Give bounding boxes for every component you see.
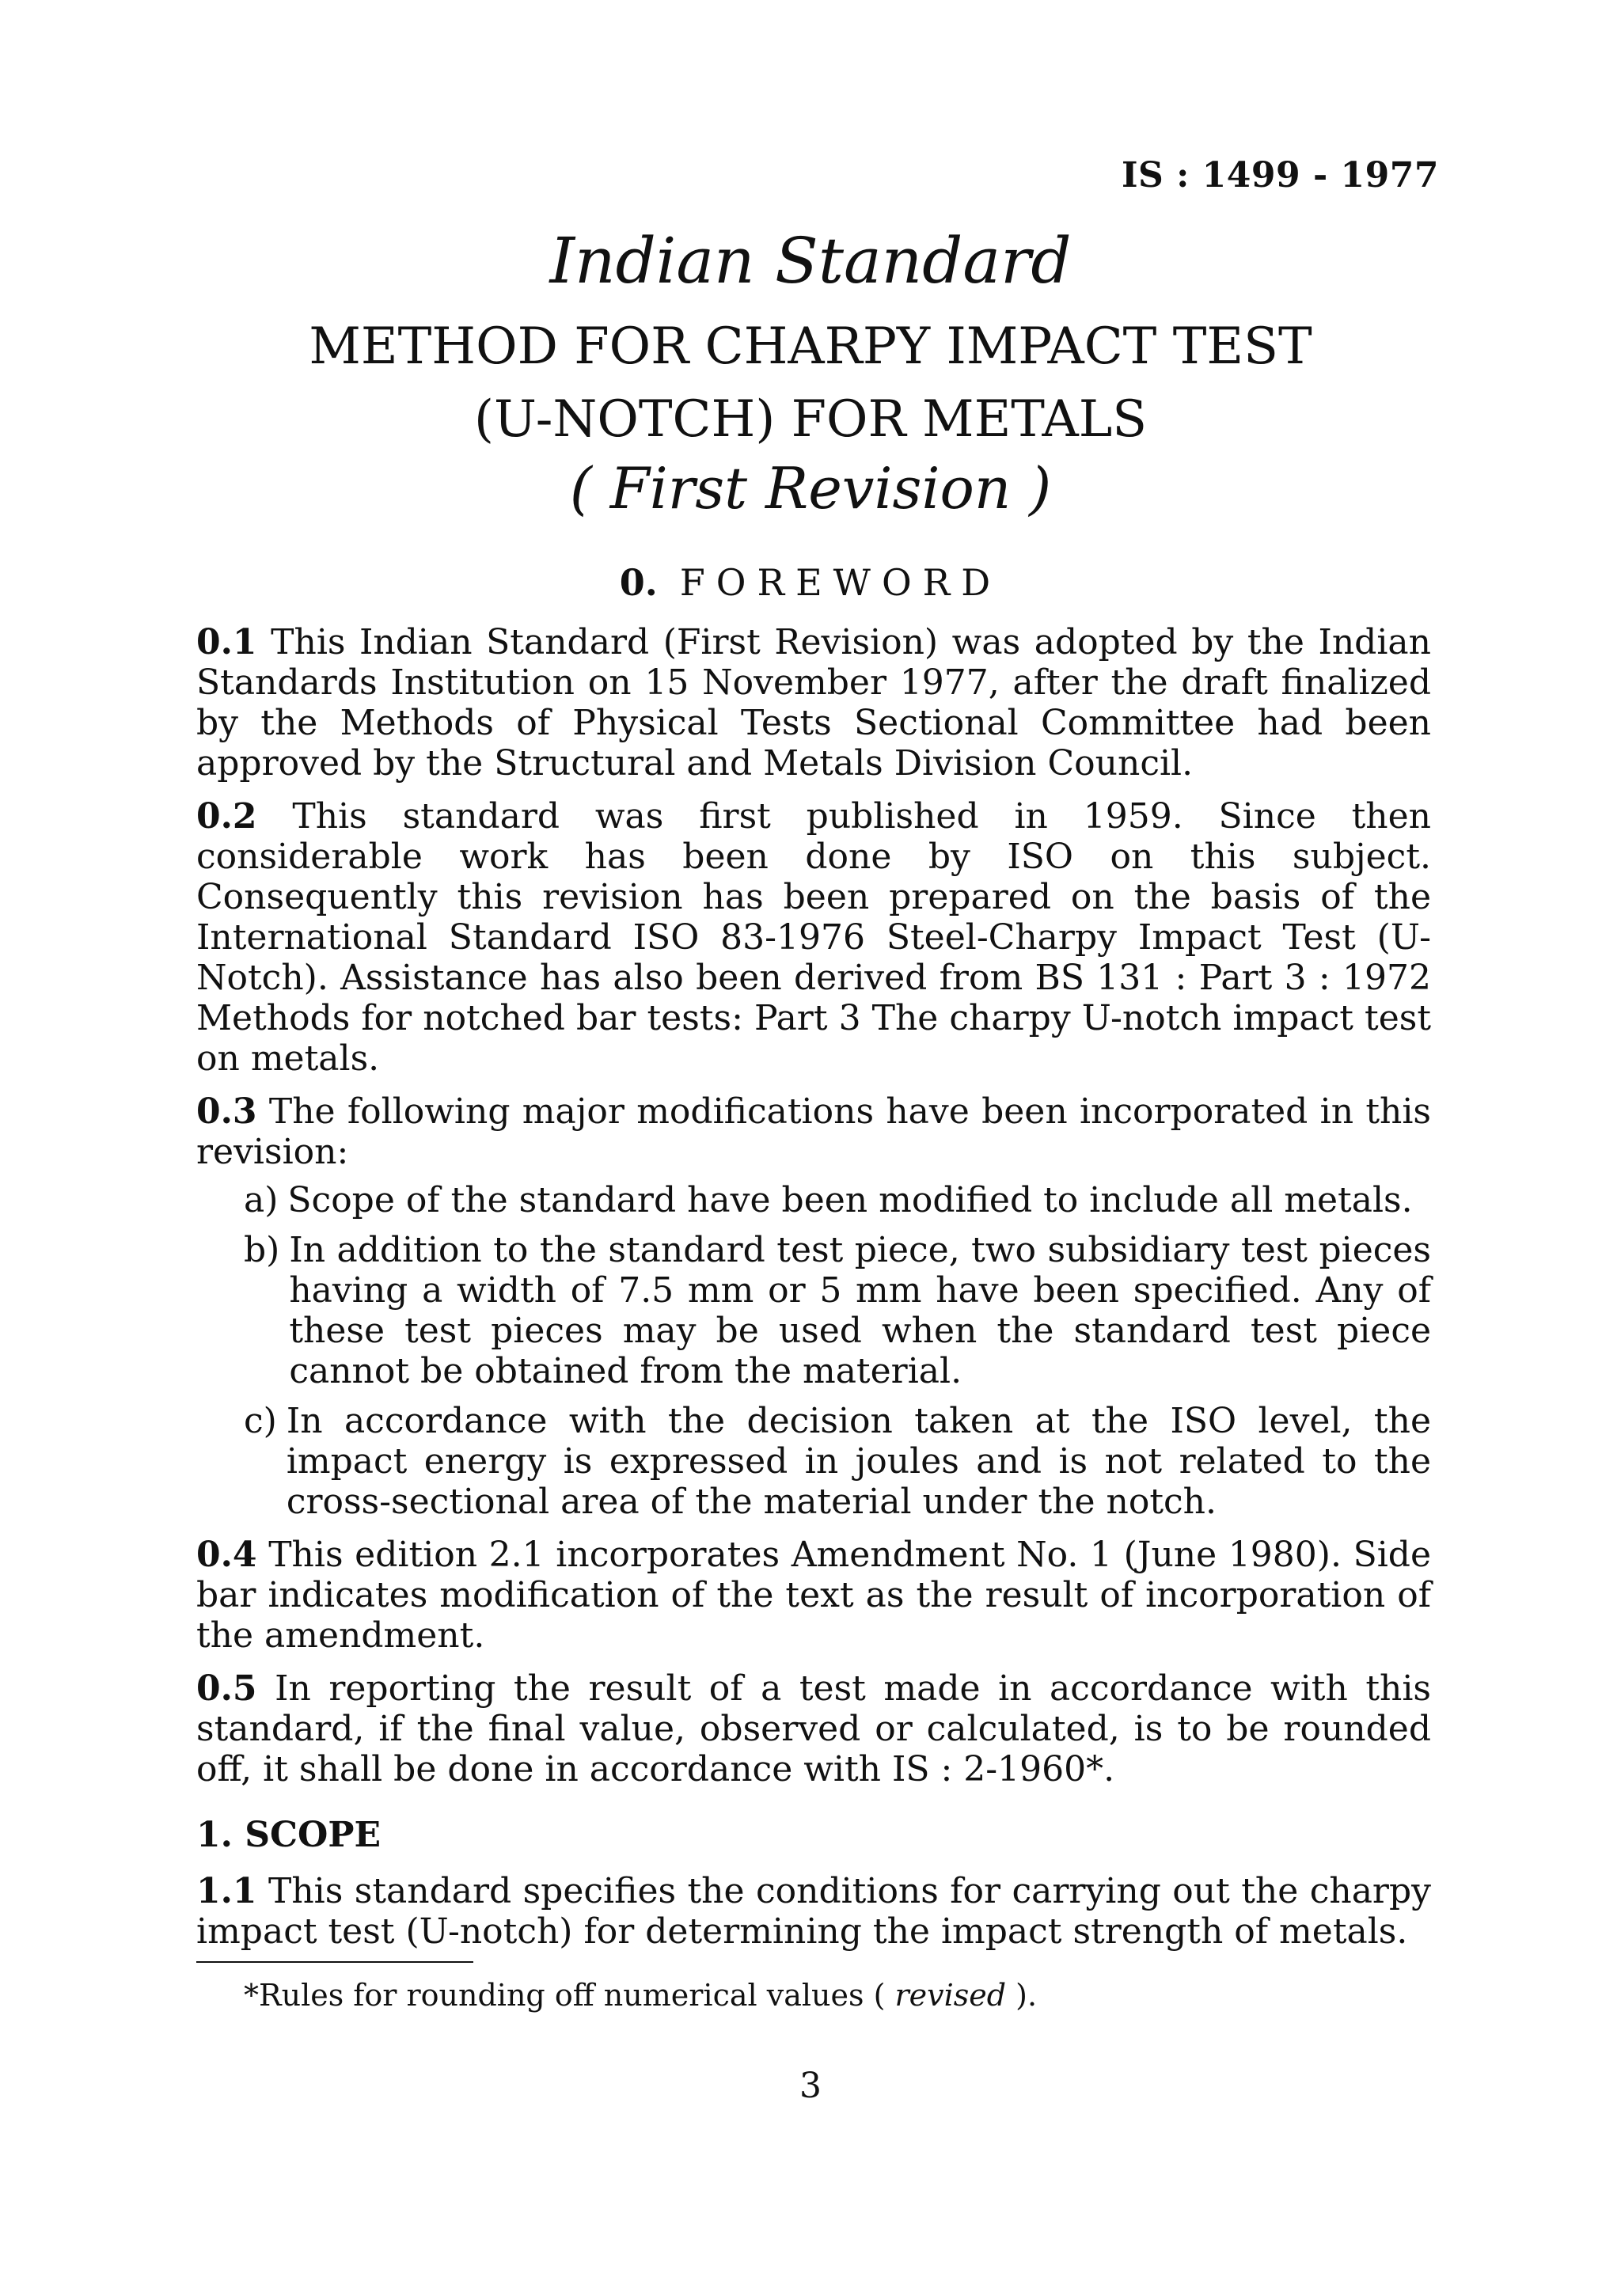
clause-text: This standard specifies the conditions for carrying out the charpy impact test (U-notch) for determining the impact strength of metals.	[196, 1871, 1431, 1952]
list-item-label: a)	[244, 1180, 279, 1220]
page-number: 3	[799, 2066, 822, 2106]
clause-text: In reporting the result of a test made in accordance with this standard, if the final value, observed or calculated, is to be rounded off, it shall be done in accordance with IS : 2-1960*.	[196, 1668, 1431, 1789]
document-kind: Indian Standard	[549, 224, 1072, 298]
modifications-list	[244, 1180, 1431, 1522]
clause-number: 0.4	[196, 1535, 257, 1575]
clause-0-5	[196, 1668, 1431, 1789]
clause-text: This edition 2.1 incorporates Amendment No. 1 (June 1980). Side bar indicates modification of the text as the result of incorporation of the amendment.	[196, 1535, 1431, 1656]
list-item-label: c)	[244, 1401, 277, 1441]
clause-1-1	[196, 1871, 1431, 1952]
list-item-text: In accordance with the decision taken at the ISO level, the impact energy is expressed in joules and is not related to the cross-sectional area of the material under the notch.	[286, 1401, 1431, 1522]
title-line-2: (U-NOTCH) FOR METALS	[473, 390, 1148, 449]
clause-0-2	[196, 796, 1431, 1079]
title-line-1: METHOD FOR CHARPY IMPACT TEST	[309, 317, 1312, 376]
clause-number: 0.1	[196, 622, 257, 662]
clause-number: 0.3	[196, 1091, 257, 1132]
list-item-text: In addition to the standard test piece, two subsidiary test pieces having a width of 7.5 mm or 5 mm have been specified. Any of these test pieces may be used when the standard test piece cannot be obtained from the material.	[289, 1230, 1431, 1391]
clause-number: 1.1	[196, 1871, 257, 1911]
clause-text: This Indian Standard (First Revision) was adopted by the Indian Standards Institution on 15 November 1977, after the draft finalized by the Methods of Physical Tests Sectional Committee had been approved by the Structural and Metals Division Council.	[196, 622, 1431, 784]
clause-number: 0.2	[196, 796, 257, 837]
body-text	[196, 622, 1431, 1964]
foreword-title: FOREWORD	[679, 561, 1002, 604]
clause-number: 0.5	[196, 1668, 257, 1709]
standard-number: IS : 1499 - 1977	[1121, 155, 1439, 195]
footnote-divider	[196, 1961, 473, 1963]
list-item	[244, 1230, 1431, 1391]
revision-note: ( First Revision )	[569, 455, 1052, 522]
list-item-text: Scope of the standard have been modified to include all metals.	[287, 1180, 1413, 1220]
clause-0-3	[196, 1091, 1431, 1172]
clause-0-4	[196, 1535, 1431, 1656]
scope-heading: 1. SCOPE	[196, 1815, 381, 1855]
document-title	[0, 310, 1621, 456]
clause-0-1	[196, 622, 1431, 784]
list-item	[244, 1401, 1431, 1522]
clause-text: The following major modifications have been incorporated in this revision:	[196, 1091, 1431, 1172]
footnote-text: *Rules for rounding off numerical values (	[244, 1978, 895, 2013]
clause-text: This standard was first published in 1959. Since then considerable work has been done by ISO on this subject. Consequently this revision has been prepared on the basis of the International Standard ISO 83-1976 Steel-Charpy Impact Test (U-Notch). Assistance has also been derived from BS 131 : Part 3 : 1972 Methods for notched bar tests: Part 3 The charpy U-notch impact test on metals.	[196, 796, 1431, 1079]
footnote	[244, 1977, 1037, 2013]
foreword-number: 0.	[619, 561, 658, 604]
footnote-italic: revised	[894, 1978, 1007, 2013]
list-item	[244, 1180, 1431, 1220]
foreword-heading	[0, 560, 1621, 605]
footnote-close: ).	[1006, 1978, 1038, 2013]
list-item-label: b)	[244, 1230, 280, 1270]
